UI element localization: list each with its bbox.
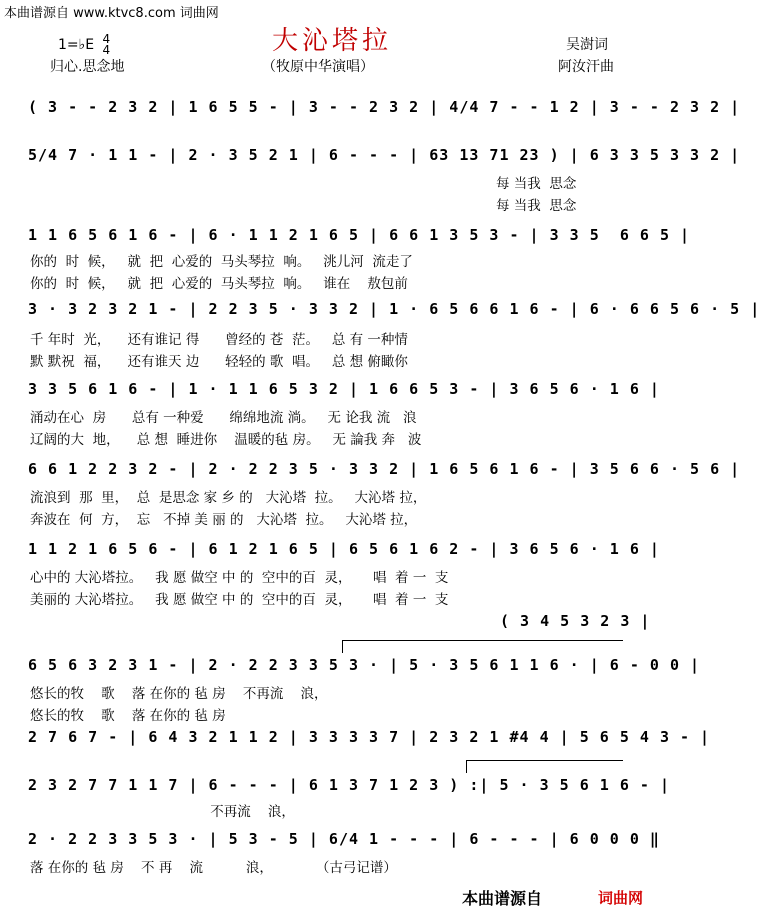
lyric-line-4a: 千 年时 光， 还有谁记 得 曾经的 苍 茫。 总 有 一种情 (30, 332, 408, 348)
lyricist: 吴澍词 (566, 37, 608, 53)
footer-source: 本曲谱源自 (462, 889, 543, 908)
lyric-line-2b: 每 当我 思念 (496, 198, 577, 214)
score-line-7: 1 1 2 1 6 5 6 - | 6 1 2 1 6 5 | 6 5 6 1 6 2 - | 3 6 5 6 · 1 6 | (28, 540, 660, 558)
score-line-5: 3 3 5 6 1 6 - | 1 · 1 1 6 5 3 2 | 1 6 6 5 3 - | 3 6 5 6 · 1 6 | (28, 380, 660, 398)
first-ending-bracket (342, 640, 623, 653)
lyric-line-8b: 悠长的牧 歌 落 在你的 毡 房 (30, 708, 226, 724)
lyric-line-11: 落 在你的 毡 房 不 再 流 浪， （古弓记谱） (30, 860, 397, 876)
score-line-7-pickup: ( 3 4 5 3 2 3 | (500, 612, 651, 630)
lyric-line-3a: 你的 时 候， 就 把 心爱的 马头琴拉 响。 洮儿河 流走了 (30, 254, 413, 270)
performer: （牧原中华演唱） (262, 59, 374, 75)
second-ending-bracket (466, 760, 623, 773)
key-label: 1=♭E (58, 37, 95, 53)
lyric-line-2a: 每 当我 思念 (496, 176, 577, 192)
time-bottom: 4 (102, 43, 111, 57)
score-line-10: 2 3 2 7 7 1 1 7 | 6 - - - | 6 1 3 7 1 2 3 ) :| 5 · 3 5 6 1 6 - | (28, 776, 670, 794)
lyric-line-6a: 流浪到 那 里， 总 是思念 家 乡 的 大沁塔 拉。 大沁塔 拉， (30, 490, 427, 506)
lyric-line-8a: 悠长的牧 歌 落 在你的 毡 房 不再流 浪， (30, 686, 328, 702)
score-line-3: 1 1 6 5 6 1 6 - | 6 · 1 1 2 1 6 5 | 6 6 1 3 5 3 - | 3 3 5 6 6 5 | (28, 226, 691, 244)
lyric-line-3b: 你的 时 候， 就 把 心爱的 马头琴拉 响。 谁在 敖包前 (30, 276, 408, 292)
mood-marking: 归心.思念地 (50, 59, 125, 75)
time-top: 4 (102, 32, 111, 46)
score-line-11: 2 · 2 2 3 3 5 3 · | 5 3 - 5 | 6/4 1 - - - | 6 - - - | 6 0 0 0 ‖ (28, 830, 660, 848)
time-signature (103, 34, 111, 56)
lyric-line-5a: 涌动在心 房 总有 一种爱 绵绵地流 淌。 无 论我 流 浪 (30, 410, 417, 426)
song-title: 大沁塔拉 (272, 26, 393, 56)
lyric-line-10: 不再流 浪， (30, 804, 295, 820)
site-header: 本曲谱源自 www.ktvc8.com 词曲网 (4, 6, 219, 21)
lyric-line-5b: 辽阔的大 地， 总 想 睡进你 温暖的毡 房。 无 論我 奔 波 (30, 432, 422, 448)
lyric-line-7a: 心中的 大沁塔拉。 我 愿 做空 中 的 空中的百 灵， 唱 着 一 支 (30, 570, 449, 586)
lyric-line-6b: 奔波在 何 方， 忘 不掉 美 丽 的 大沁塔 拉。 大沁塔 拉， (30, 512, 418, 528)
lyric-line-7b: 美丽的 大沁塔拉。 我 愿 做空 中 的 空中的百 灵， 唱 着 一 支 (30, 592, 449, 608)
lyric-line-4b: 默 默祝 福， 还有谁天 边 轻轻的 歌 唱。 总 想 俯瞰你 (30, 354, 408, 370)
score-line-9: 2 7 6 7 - | 6 4 3 2 1 1 2 | 3 3 3 3 7 | 2 3 2 1 #4 4 | 5 6 5 4 3 - | (28, 728, 711, 746)
score-line-4: 3 · 3 2 3 2 1 - | 2 2 3 5 · 3 3 2 | 1 · 6 5 6 6 1 6 - | 6 · 6 6 5 6 · 5 | (28, 300, 760, 318)
composer: 阿汝汗曲 (558, 59, 614, 75)
score-line-8: 6 5 6 3 2 3 1 - | 2 · 2 2 3 3 5 3 · | 5 · 3 5 6 1 1 6 · | 6 - 0 0 | (28, 656, 701, 674)
key-signature (58, 34, 110, 56)
score-line-6: 6 6 1 2 2 3 2 - | 2 · 2 2 3 5 · 3 3 2 | 1 6 5 6 1 6 - | 3 5 6 6 · 5 6 | (28, 460, 741, 478)
footer-brand-logo: 词曲网 (598, 889, 644, 907)
score-line-1: ( 3 - - 2 3 2 | 1 6 5 5 - | 3 - - 2 3 2 | 4/4 7 - - 1 2 | 3 - - 2 3 2 | (28, 98, 741, 116)
score-line-2: 5/4 7 · 1 1 - | 2 · 3 5 2 1 | 6 - - - | 63 13 71 23 ) | 6 3 3 5 3 3 2 | (28, 146, 741, 164)
